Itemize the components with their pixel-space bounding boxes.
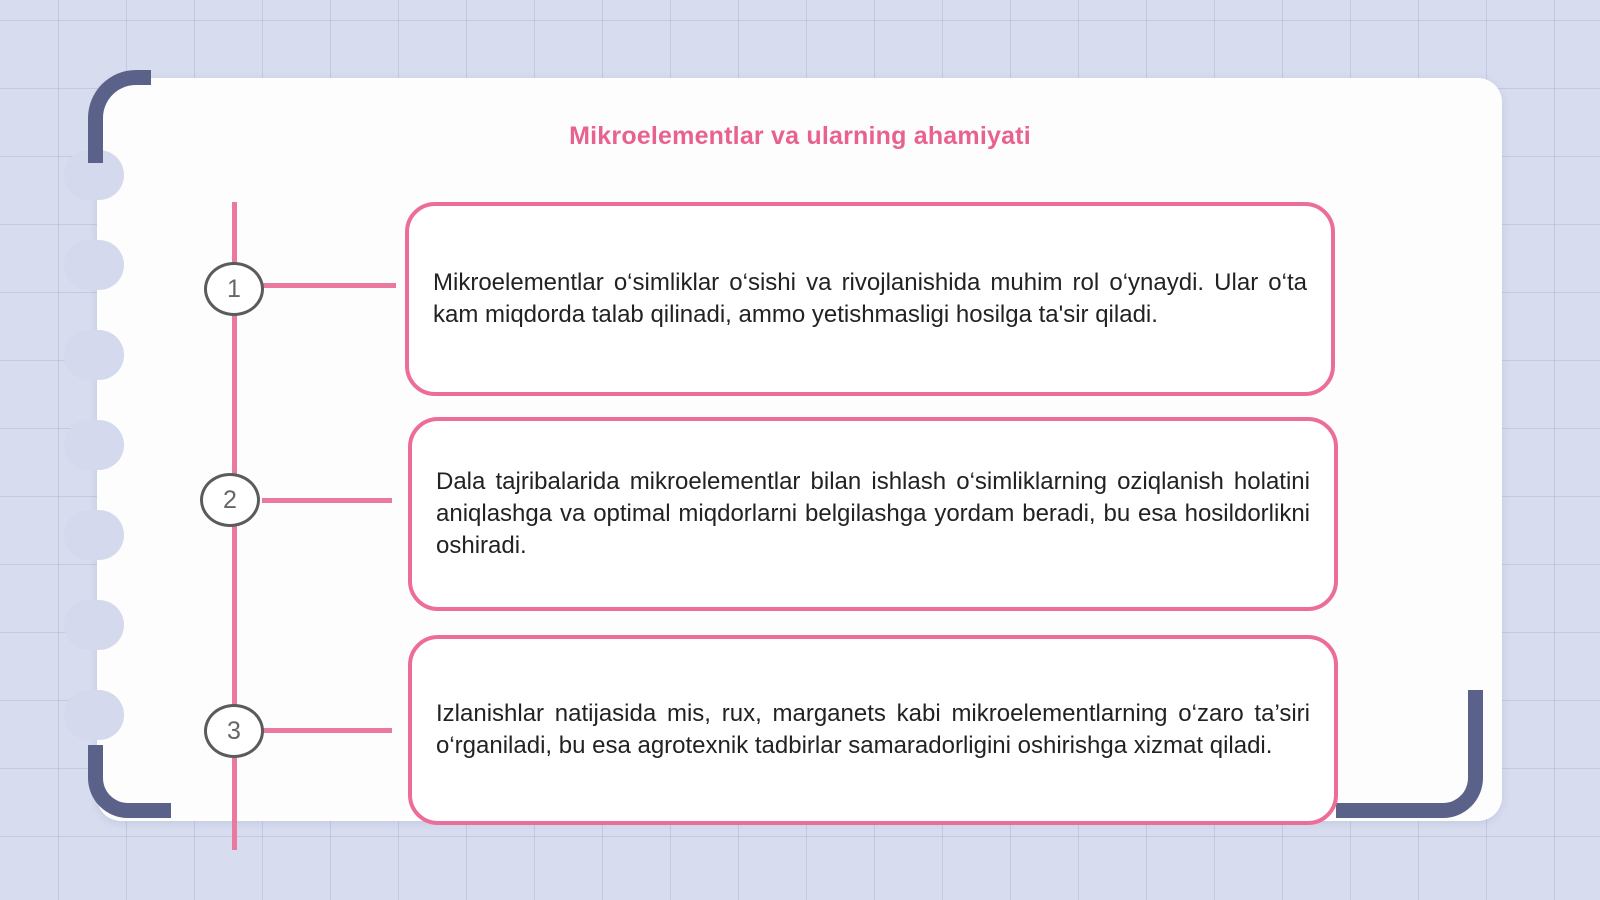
slide-title: Mikroelementlar va ularning ahamiyati: [569, 122, 1031, 150]
binder-hole: [64, 690, 124, 740]
step-card: [405, 202, 1335, 396]
timeline-connector: [262, 728, 392, 733]
timeline-connector: [262, 283, 396, 288]
binder-hole: [64, 510, 124, 560]
step-number-badge: 1: [204, 262, 264, 316]
step-text: Dala tajribalarida mikroelementlar bilan ishlash o‘simliklarning oziqlanish holatini aniqlashga va optimal miqdorlarni belgilashga yordam beradi, bu esa hosildorlikni oshiradi.: [436, 468, 1310, 559]
step-number-badge: 3: [204, 704, 264, 758]
corner-bracket-bottom-right: [1336, 690, 1483, 818]
binder-hole: [64, 330, 124, 380]
corner-bracket-top-left: [88, 70, 151, 163]
step-number-badge: 2: [200, 473, 260, 527]
binder-hole: [64, 420, 124, 470]
step-card: [408, 417, 1338, 611]
timeline-connector: [262, 498, 392, 503]
step-text: Mikroelementlar o‘simliklar o‘sishi va rivojlanishida muhim rol o‘ynaydi. Ular o‘ta kam miqdorda talab qilinadi, ammo yetishmasligi hosilga ta'sir qiladi.: [433, 269, 1307, 328]
binder-hole: [64, 240, 124, 290]
binder-hole: [64, 600, 124, 650]
corner-bracket-bottom-left: [88, 745, 171, 818]
step-card: [408, 635, 1338, 825]
step-text: Izlanishlar natijasida mis, rux, marganets kabi mikroelementlarning o‘zaro ta’siri o‘rganiladi, bu esa agrotexnik tadbirlar samaradorligini oshirishga xizmat qiladi.: [436, 700, 1310, 759]
